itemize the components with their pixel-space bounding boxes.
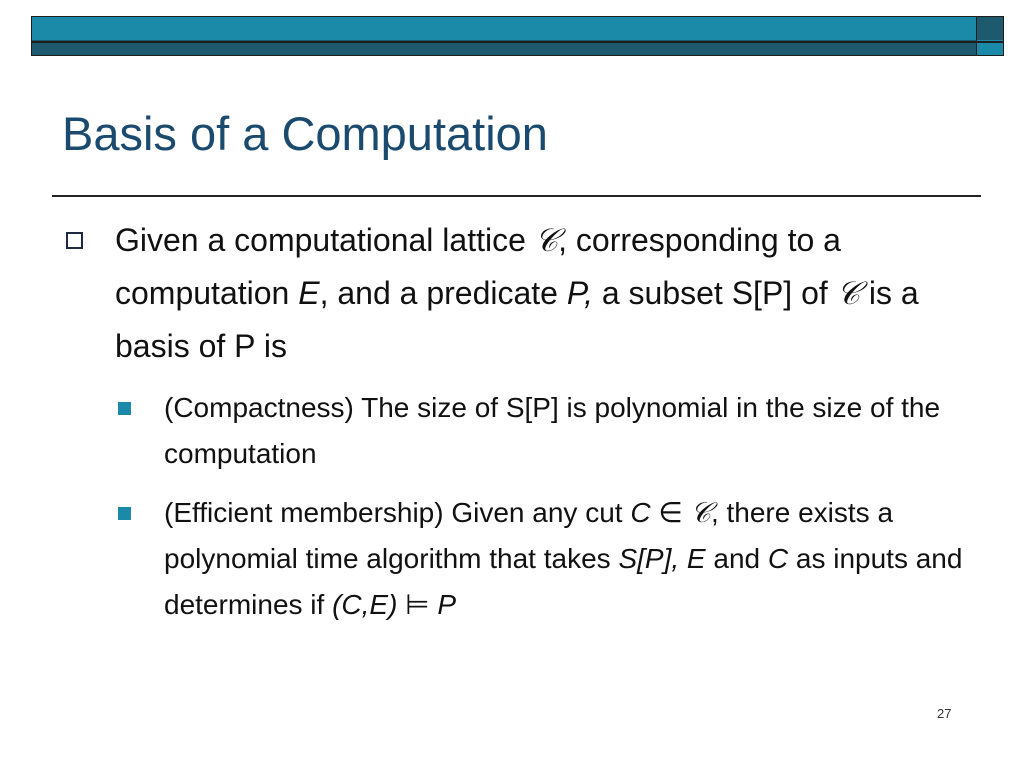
text: as inputs and determines if (164, 543, 963, 620)
slide-title: Basis of a Computation (62, 107, 548, 160)
main-bullet-text (115, 214, 975, 373)
text: , corresponding to a computation (115, 222, 841, 311)
cut-symbol: C (630, 497, 651, 528)
cut-symbol: C (767, 543, 789, 574)
text: Given a computational lattice (115, 222, 535, 258)
square-bullet-icon (66, 232, 83, 249)
text: a subset S[P] of (592, 275, 837, 311)
cut-computation-pair: (C,E) (332, 589, 398, 620)
computation-symbol: E (298, 275, 320, 311)
predicate-symbol: P (437, 589, 457, 620)
header-bar (31, 16, 977, 56)
sub-bullet-membership (164, 490, 964, 628)
text: and (705, 543, 768, 574)
text: , there exists a polynomial time algorithm that takes (164, 497, 894, 574)
title-divider (52, 195, 981, 197)
lattice-symbol: 𝒞 (690, 496, 711, 529)
header-bar-end (977, 16, 1004, 56)
models-symbol: ⊨ (397, 589, 438, 620)
text: , and a predicate (319, 275, 567, 311)
lattice-symbol: 𝒞 (534, 221, 559, 259)
text: (Efficient membership) Given any cut (164, 497, 631, 528)
element-of-symbol: ∈ (650, 497, 691, 528)
filled-square-bullet-icon (118, 402, 131, 415)
sub-bullet-compactness: (Compactness) The size of S[P] is polynomial in the size of the computation (164, 392, 941, 469)
predicate-symbol: P, (566, 275, 593, 311)
filled-square-bullet-icon (118, 507, 131, 520)
text: is a basis of P is (115, 275, 919, 364)
inputs-symbol: S[P], E (618, 543, 706, 574)
lattice-symbol: 𝒞 (836, 274, 860, 312)
page-number: 27 (937, 706, 952, 721)
